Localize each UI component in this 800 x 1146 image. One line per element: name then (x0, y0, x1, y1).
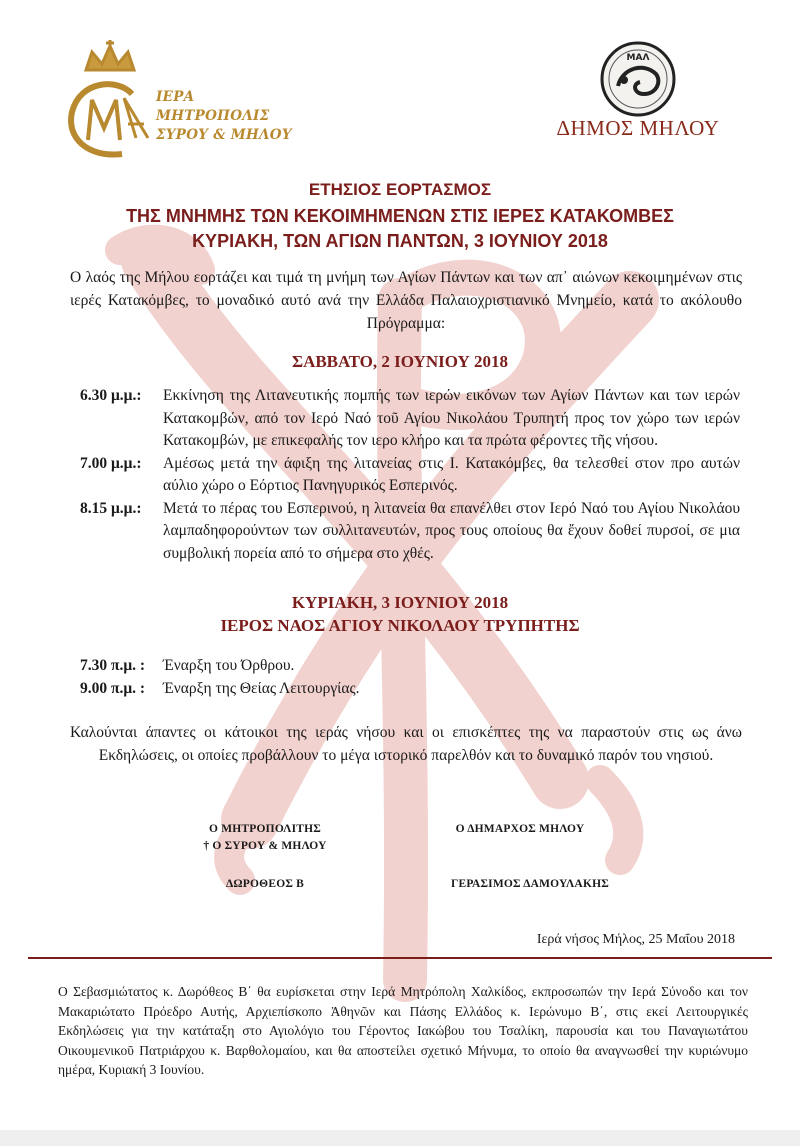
seal-text: ΜΑΛ (626, 53, 650, 63)
sunday-program (80, 655, 740, 700)
program-text: Έναρξη του Όρθρου. (163, 657, 295, 674)
saturday-program (80, 385, 740, 565)
program-item (80, 678, 740, 701)
title-line-3: ΚΥΡΙΑΚΗ, ΤΩΝ ΑΓΙΩΝ ΠΑΝΤΩΝ, 3 ΙΟΥΝΙΟΥ 2018 (192, 231, 608, 251)
program-time: 8.15 μ.μ.: (80, 499, 142, 517)
place-date: Ιερά νήσος Μήλος, 25 Μαΐου 2018 (536, 932, 735, 947)
mayor-title: Ο ΔΗΜΑΡΧΟΣ ΜΗΛΟΥ (455, 823, 585, 835)
metropolis-logo (58, 38, 308, 168)
program-text: Εκκίνηση της Λιτανευτικής πομπής των ιερών εικόνων των Αγίων Πάντων και των ιερών Κατακομβών, από τον Ιερό Ναό τοῦ Αγίου Νικολάου Τρυπητή προς τον χώρο των ιερών Κατακομβών, με επικεφαλής τον ιερο κλήρο και τα πρώτα φέροντες τῆς νήσου. (163, 387, 740, 449)
sunday-venue-heading: ΙΕΡΟΣ ΝΑΟΣ ΑΓΙΟΥ ΝΙΚΟΛΑΟΥ ΤΡΥΠΗΤΗΣ (220, 616, 580, 635)
metropolis-name-line2: ΣΥΡΟΥ & ΜΗΛΟΥ (156, 127, 292, 143)
program-text: Έναρξη της Θείας Λειτουργίας. (163, 679, 360, 697)
program-item (80, 498, 740, 566)
municipality-seal-icon (598, 40, 678, 118)
mayor-name: ΓΕΡΑΣΙΜΟΣ ΔΑΜΟΥΛΑΚΗΣ (451, 878, 609, 890)
footnote-paragraph: Ο Σεβασμιώτατος κ. Δωρόθεος Β΄ θα ευρίσκεται στην Ιερά Μητρόπολη Χαλκίδος, εκπροσωπών την Ιερά Σύνοδο και τον Μακαριώτατο Πρόεδρο Αυτής, Αρχιεπίσκοπο Ἀθηνῶν και Πάσης Ελλάδος κ. Ιερώνυμο Β΄, στις εκεί Λειτουργικές Εκδηλώσεις για την κατάταξη στο Αγιολόγιο του Γέροντος Ιακώβου του Τσαλίκη, παρουσία και του Παναγιωτάτου Οικουμενικοῦ Πατριάρχου κ. Βαρθολομαίου, και θα αποστείλει σχετικό Μήνυμα, το οποίο θα αναγνωσθεί την κυριώνυμο ημέρα, Κυριακή 3 Ιουνίου. (58, 984, 748, 1077)
closing-paragraph: Καλούνται άπαντες οι κάτοικοι της ιεράς νήσου και οι επισκέπτες της να παραστούν στις ως άνω Εκδηλώσεις, οι οποίες προβάλλουν το μέγα ιστορικό παρελθόν και το δυναμικό παρόν του νησιού. (70, 724, 742, 764)
program-text: Αμέσως μετά την άφιξη της λιτανείας στις Ι. Κατακόμβες, θα τελεσθεί στον προ αυτών αύλιο χώρο ο Εόρτιος Πανηγυρικός Εσπερινός. (163, 454, 740, 494)
sunday-heading: ΚΥΡΙΑΚΗ, 3 ΙΟΥΝΙΟΥ 2018 (291, 593, 509, 612)
metropolitan-title: Ο ΜΗΤΡΟΠΟΛΙΤΗΣ (209, 823, 321, 835)
program-item (80, 453, 740, 498)
metropolitan-subtitle: † Ο ΣΥΡΟΥ & ΜΗΛΟΥ (203, 840, 327, 852)
program-time: 6.30 μ.μ.: (80, 387, 142, 404)
program-time: 9.00 π.μ. : (80, 679, 146, 697)
saturday-heading: ΣΑΒΒΑΤΟ, 2 ΙΟΥΝΙΟΥ 2018 (291, 352, 509, 371)
bottom-strip (0, 1130, 800, 1146)
program-item (80, 385, 740, 453)
program-time: 7.00 μ.μ.: (80, 454, 142, 472)
program-time: 7.30 π.μ. : (80, 657, 146, 674)
program-text: Μετά το πέρας του Εσπερινού, η λιτανεία θα επανέλθει στον Ιερό Ναό του Αγίου Νικολάου λαμπαδηφορούντων των συλλιτανευτών, προς τους οποίους θα ἔχουν δοθεί πυρσοί, σε μια συμβολική πορεία από το σήμερα στο χθές. (163, 499, 740, 562)
title-line-1: ΕΤΗΣΙΟΣ ΕΟΡΤΑΣΜΟΣ (308, 180, 492, 199)
program-item (80, 655, 740, 678)
metropolis-name-line1: ΙΕΡΑ ΜΗΤΡΟΠΟΛΙΣ (156, 89, 270, 124)
section-divider (28, 957, 772, 959)
metropolis-crown-monogram-icon (58, 38, 158, 168)
municipality-name: ΔΗΜΟΣ ΜΗΛΟΥ (556, 116, 720, 140)
municipality-logo (528, 40, 748, 160)
intro-paragraph: Ο λαός της Μήλου εορτάζει και τιμά τη μνήμη των Αγίων Πάντων και των απ᾽ αιώνων κεκοιμημένων στις ιερές Κατακόμβες, το μοναδικό αυτό ανά την Ελλάδα Παλαιοχριστιανικό Μνημείο, κατά το ακόλουθο Πρόγραμμα: (70, 269, 742, 332)
metropolitan-name: ΔΩΡΟΘΕΟΣ Β (225, 878, 304, 890)
title-line-2: ΤΗΣ ΜΝΗΜΗΣ ΤΩΝ ΚΕΚΟΙΜΗΜΕΝΩΝ ΣΤΙΣ ΙΕΡΕΣ ΚΑΤΑΚΟΜΒΕΣ (126, 206, 674, 226)
